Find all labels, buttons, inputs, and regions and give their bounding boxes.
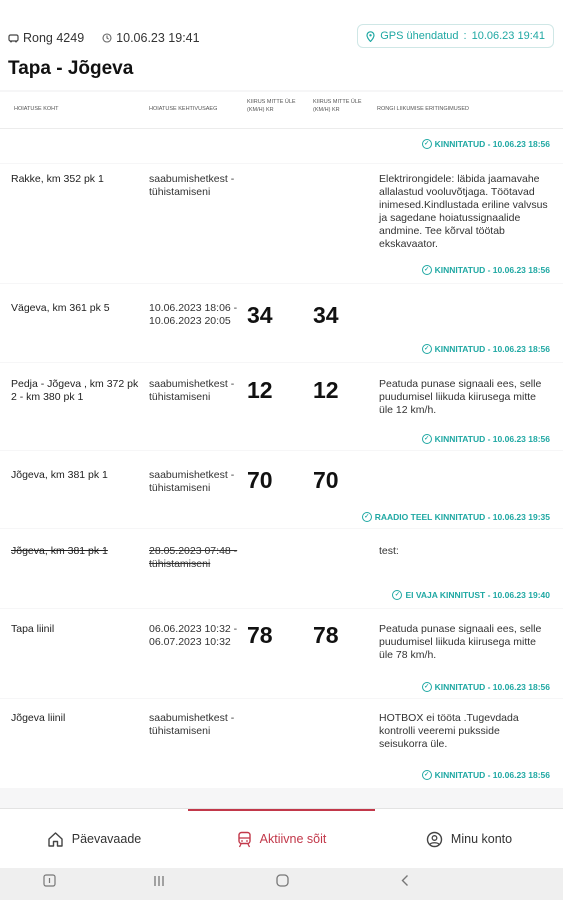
speed-limit-1: 34	[247, 302, 273, 328]
column-header-speed-1: KIIRUS MITTE ÜLE (KM/H) KR	[247, 99, 296, 113]
table-header	[0, 92, 563, 129]
train-label: Rong 4249	[23, 31, 85, 45]
table-row[interactable]	[0, 451, 563, 528]
status-no-confirmation: ✓ EI VAJA KINNITUST - 10.06.23 19:40	[392, 590, 550, 600]
bottom-navigation	[0, 808, 563, 869]
warning-description: Peatuda punase signaali ees, selle puudumisel liikuda kiirusega mitte üle 12 km/h.	[379, 378, 542, 416]
system-navigation-bar	[0, 868, 563, 900]
check-circle-icon: ✓	[422, 265, 432, 275]
table-row[interactable]	[0, 609, 563, 698]
warning-location: Vägeva, km 361 pk 5	[11, 302, 110, 314]
check-circle-icon: ✓	[422, 682, 432, 692]
gps-status-badge[interactable]: GPS ühendatud : 10.06.23 19:41	[357, 24, 554, 48]
warning-period: saabumishetkest - tühistamiseni	[149, 469, 235, 494]
check-circle-icon: ✓	[392, 590, 402, 600]
status-confirmed: ✓ KINNITATUD - 10.06.23 18:56	[422, 434, 550, 444]
warning-location: Rakke, km 352 pk 1	[11, 173, 104, 185]
warning-description: test:	[379, 545, 399, 557]
warning-location: Jõgeva liinil	[11, 712, 66, 724]
home-button-icon[interactable]	[276, 874, 289, 890]
warning-description: Elektrirongidele: läbida jaamavahe allalastud vooluvõtjaga. Töötavad inimesed.Kindlustada eriline valvsus ja sagedane hoiatussignaalide andmine. Tee kõrval töötab ekskavaator.	[379, 173, 548, 250]
nav-active-trip[interactable]	[188, 809, 375, 869]
table-row[interactable]	[0, 699, 563, 788]
warning-period: 28.05.2023 07:48 - tühistamiseni	[149, 545, 238, 570]
check-circle-icon: ✓	[422, 139, 432, 149]
recent-apps-icon[interactable]	[153, 874, 165, 890]
top-bar	[0, 0, 563, 90]
screenshot-icon[interactable]	[43, 874, 56, 890]
status-confirmed: ✓ KINNITATUD - 10.06.23 18:56	[422, 265, 550, 275]
column-header-speed-2: KIIRUS MITTE ÜLE (KM/H) KR	[313, 99, 362, 113]
table-row[interactable]	[0, 129, 563, 163]
table-row[interactable]	[0, 284, 563, 362]
status-confirmed: ✓ KINNITATUD - 10.06.23 18:56	[422, 139, 550, 149]
warning-period: 06.06.2023 10:32 - 06.07.2023 10:32	[149, 623, 238, 648]
status-radio-confirmed: ✓ RAADIO TEEL KINNITATUD - 10.06.23 19:35	[362, 512, 550, 522]
nav-my-account-label: Minu konto	[450, 832, 513, 846]
nav-active-trip-label: Aktiivne sõit	[259, 832, 327, 846]
status-confirmed: ✓ KINNITATUD - 10.06.23 18:56	[422, 770, 550, 780]
check-circle-icon: ✓	[422, 344, 432, 354]
nav-my-account[interactable]	[375, 809, 563, 869]
user-circle-icon	[426, 831, 443, 848]
warning-description: Peatuda punase signaali ees, selle puudumisel liikuda kiirusega mitte üle 78 km/h.	[379, 623, 542, 661]
warning-location: Jõgeva, km 381 pk 1	[11, 469, 108, 481]
table-row[interactable]	[0, 164, 563, 283]
nav-day-view-label: Päevavaade	[71, 832, 142, 846]
nav-day-view[interactable]	[0, 809, 188, 869]
table-row[interactable]	[0, 363, 563, 450]
warning-description: HOTBOX ei tööta .Tugevdada kontrolli veeremi puksside seisukorra üle.	[379, 712, 519, 750]
speed-limit-1: 78	[247, 622, 273, 648]
column-header-validity: HOIATUSE KEHTIVUSAEG	[149, 106, 218, 112]
train-front-icon	[237, 831, 252, 848]
speed-limit-2: 12	[313, 377, 339, 403]
speed-limit-1: 70	[247, 467, 273, 493]
status-confirmed: ✓ KINNITATUD - 10.06.23 18:56	[422, 344, 550, 354]
home-icon	[47, 831, 64, 848]
column-header-conditions: RONGI LIIKUMISE ERITINGIMUSED	[377, 106, 469, 112]
back-icon[interactable]	[400, 874, 410, 890]
warning-location: Pedja - Jõgeva , km 372 pk 2 - km 380 pk 1	[11, 378, 139, 403]
warning-period: 10.06.2023 18:06 - 10.06.2023 20:05	[149, 302, 238, 327]
route-title: Tapa - Jõgeva	[8, 58, 134, 79]
check-circle-icon: ✓	[422, 770, 432, 780]
column-header-location: HOIATUSE KOHT	[14, 106, 59, 112]
warning-period: saabumishetkest - tühistamiseni	[149, 712, 235, 737]
check-circle-icon: ✓	[362, 512, 372, 522]
gps-time: 10.06.23 19:41	[471, 30, 545, 42]
gps-label: GPS ühendatud	[380, 30, 459, 42]
check-circle-icon: ✓	[422, 434, 432, 444]
table-row[interactable]	[0, 529, 563, 608]
train-icon	[8, 33, 19, 43]
location-pin-icon	[366, 31, 375, 42]
speed-limit-1: 12	[247, 377, 273, 403]
train-time: 10.06.23 19:41	[116, 31, 200, 45]
speed-limit-2: 78	[313, 622, 339, 648]
train-info	[8, 31, 200, 45]
warning-location: Tapa liinil	[11, 623, 55, 635]
status-confirmed: ✓ KINNITATUD - 10.06.23 18:56	[422, 682, 550, 692]
warning-period: saabumishetkest - tühistamiseni	[149, 173, 235, 198]
clock-icon	[102, 33, 112, 43]
warning-period: saabumishetkest - tühistamiseni	[149, 378, 235, 403]
speed-limit-2: 34	[313, 302, 339, 328]
speed-limit-2: 70	[313, 467, 339, 493]
warning-location: Jõgeva, km 381 pk 1	[11, 545, 108, 557]
